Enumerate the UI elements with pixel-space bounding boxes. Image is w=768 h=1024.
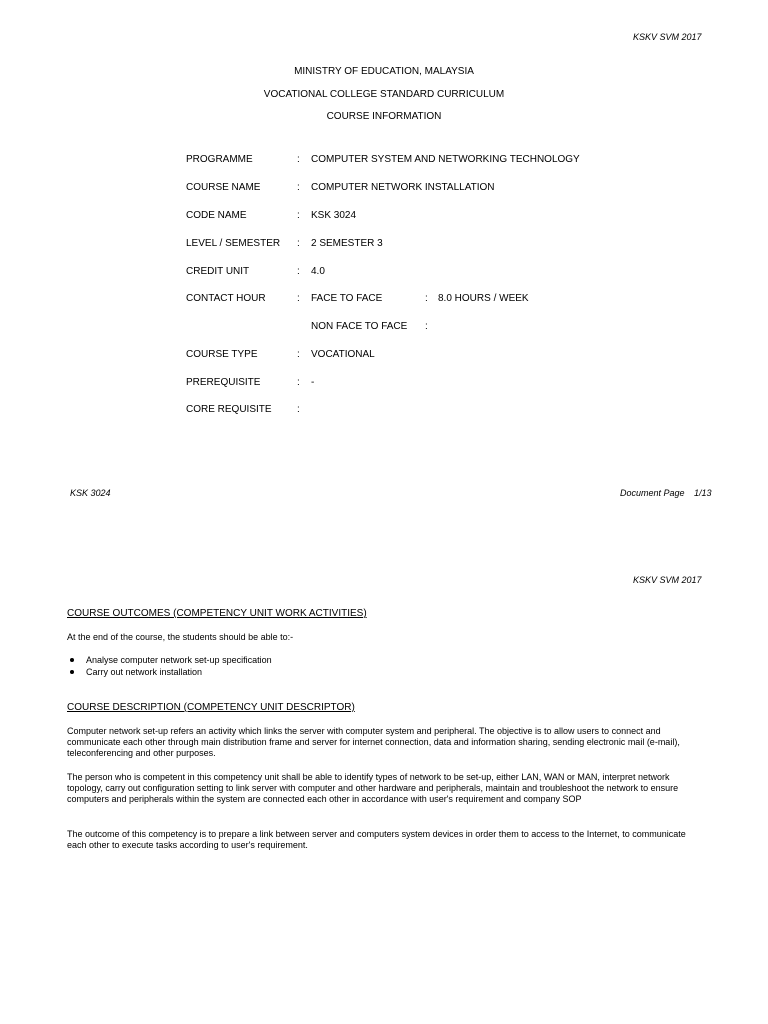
outcome-item [70,667,202,677]
course-type-value: VOCATIONAL [311,349,375,360]
page1-footer-page-number: 1/13 [694,488,712,498]
prerequisite-label: PREREQUISITE [186,377,261,388]
page1-footer-doc-label: Document Page [620,488,685,498]
face-to-face-label: FACE TO FACE [311,293,383,304]
face-to-face-value: 8.0 HOURS / WEEK [438,293,529,304]
core-requisite-label: CORE REQUISITE [186,404,272,415]
description-paragraph-1: Computer network set-up refers an activity which links the server with computer system and peripheral. The objective is to allow users to connect and communicate each other through main distribution frame and server for internet connection, data and information sharing, sending electronic mail (e-mail), teleconferencing and other purposes. [67,726,680,758]
course-information-title: COURSE INFORMATION [326,111,442,122]
page1-header-code: KSKV SVM 2017 [633,32,702,42]
outcome-text: Carry out network installation [86,667,203,677]
level-semester-label: LEVEL / SEMESTER [186,238,281,249]
code-name-value: KSK 3024 [311,210,357,221]
bullet-icon [70,670,74,674]
course-name-label: COURSE NAME [186,182,261,193]
programme-colon: : [297,154,300,165]
credit-unit-label: CREDIT UNIT [186,266,250,277]
outcome-text: Analyse computer network set-up specification [86,655,272,665]
course-name-value: COMPUTER NETWORK INSTALLATION [311,182,495,193]
page1-footer-code: KSK 3024 [70,488,111,498]
credit-unit-colon: : [297,266,300,277]
core-requisite-colon: : [297,404,300,415]
course-name-colon: : [297,182,300,193]
code-name-label: CODE NAME [186,210,247,221]
course-description-heading: COURSE DESCRIPTION (COMPETENCY UNIT DESCRIPTOR) [67,702,355,713]
description-paragraph-2: The person who is competent in this competency unit shall be able to identify types of network to be set-up, either LAN, WAN or MAN, interpret network topology, carry out configuration setting to link server with computer and other hardware and peripherals, maintain and troubleshoot the network to ensure computers and peripherals within the system are connected each other in accordance with user's requirement and company SOP [67,772,679,804]
contact-hour-colon: : [297,293,300,304]
curriculum-title: VOCATIONAL COLLEGE STANDARD CURRICULUM [263,89,505,100]
page2-header-code: KSKV SVM 2017 [633,575,702,585]
outcome-item [70,655,272,665]
credit-unit-value: 4.0 [311,266,325,277]
prerequisite-colon: : [297,377,300,388]
course-outcomes-intro: At the end of the course, the students should be able to:- [67,632,294,642]
level-semester-value: 2 SEMESTER 3 [311,238,383,249]
programme-value: COMPUTER SYSTEM AND NETWORKING TECHNOLOGY [311,154,580,165]
contact-hour-label: CONTACT HOUR [186,293,266,304]
course-type-colon: : [297,349,300,360]
non-face-to-face-colon: : [425,321,428,332]
non-face-to-face-label: NON FACE TO FACE [311,321,408,332]
code-name-colon: : [297,210,300,221]
prerequisite-value: - [311,377,315,388]
ministry-title: MINISTRY OF EDUCATION, MALAYSIA [294,66,474,77]
programme-label: PROGRAMME [186,154,253,165]
course-type-label: COURSE TYPE [186,349,258,360]
course-outcomes-heading: COURSE OUTCOMES (COMPETENCY UNIT WORK ACTIVITIES) [67,608,367,619]
level-semester-colon: : [297,238,300,249]
description-paragraph-3: The outcome of this competency is to prepare a link between server and computers system devices in order them to access to the Internet, to communicate each other to execute tasks according to user's requirement. [67,829,686,850]
bullet-icon [70,658,74,662]
face-to-face-colon: : [425,293,428,304]
